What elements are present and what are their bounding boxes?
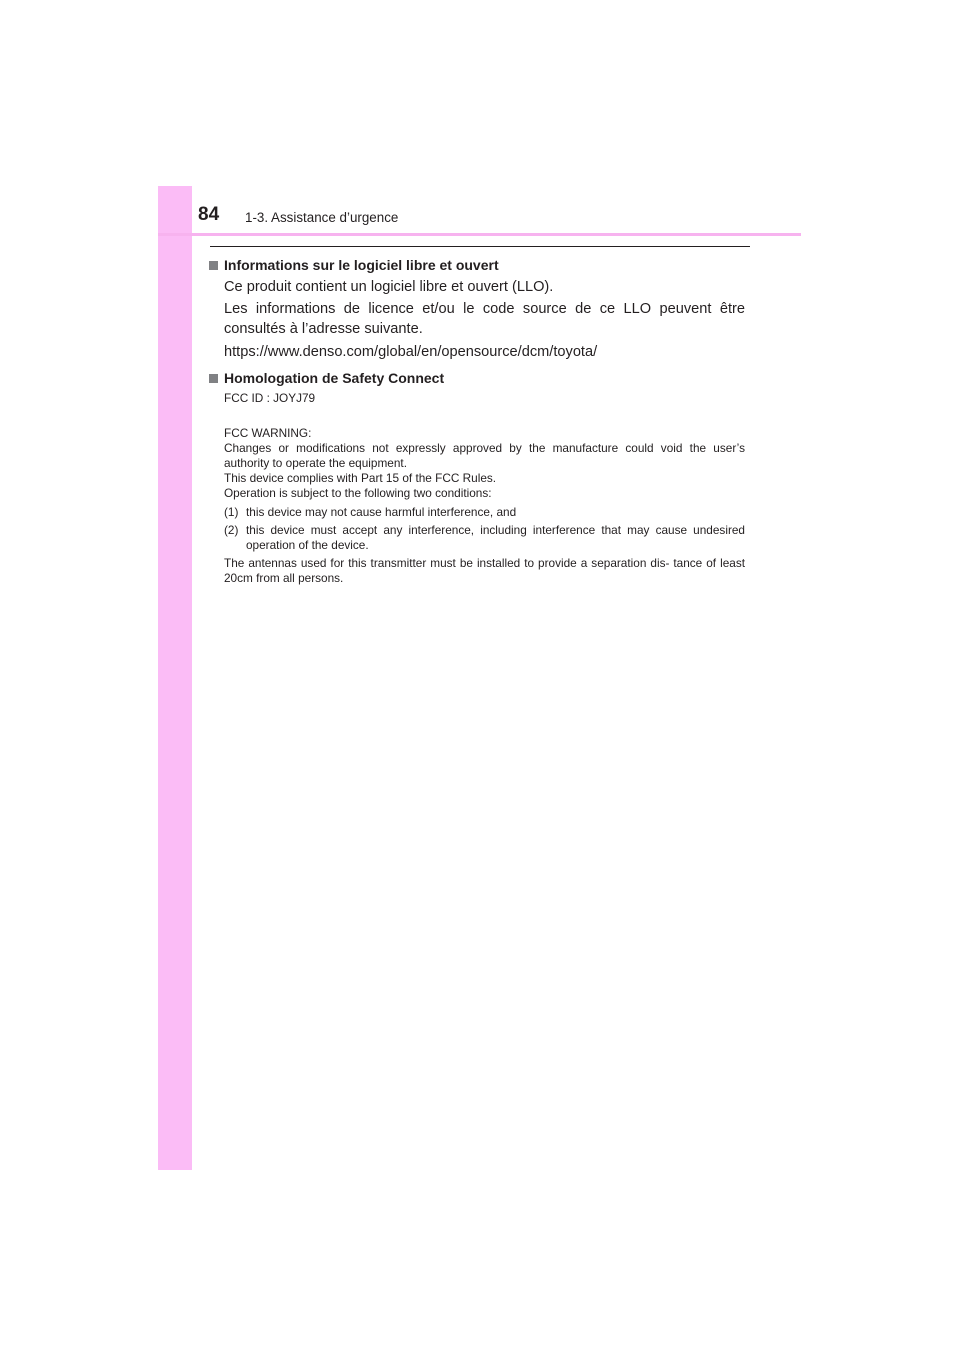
fcc-warning-text: Changes or modifications not expressly approved by the manufacture could void the user’s authority to operate the equipment.: [224, 441, 745, 470]
oss-paragraph-url: https://www.denso.com/global/en/opensource/dcm/toyota/: [224, 344, 598, 360]
fcc-warning-title: FCC WARNING:: [224, 426, 312, 440]
condition-item: [224, 523, 745, 553]
antenna-text: The antennas used for this transmitter must be installed to provide a separation dis- tance of least 20cm from all persons.: [224, 556, 745, 585]
section-rule: [210, 246, 750, 247]
section-title: 1-3. Assistance d’urgence: [245, 210, 399, 225]
square-bullet-icon: [209, 374, 218, 383]
condition-text: this device may not cause harmful interference, and: [246, 505, 517, 519]
condition-item: [224, 505, 745, 520]
condition-number: (2): [224, 523, 239, 537]
header-line: [158, 233, 801, 236]
page-number: 84: [198, 204, 220, 225]
condition-text: this device must accept any interference, including interference that may cause undesired operation of the device.: [246, 523, 745, 552]
fcc-id: FCC ID : JOYJ79: [224, 391, 316, 405]
oss-paragraph-2: Les informations de licence et/ou le code source de ce LLO peuvent être consultés à l’adresse suivante.: [224, 301, 745, 337]
square-bullet-icon: [209, 261, 218, 270]
oss-paragraph-1: Ce produit contient un logiciel libre et ouvert (LLO).: [224, 279, 554, 295]
fcc-operation-text: Operation is subject to the following two conditions:: [224, 486, 492, 500]
side-tab: [158, 186, 192, 1170]
page-content: [209, 254, 745, 586]
homologation-heading-text: Homologation de Safety Connect: [224, 370, 445, 386]
oss-heading: [209, 254, 745, 276]
condition-number: (1): [224, 505, 239, 519]
oss-heading-text: Informations sur le logiciel libre et ouvert: [224, 257, 499, 273]
homologation-heading: [209, 367, 745, 389]
fcc-complies-text: This device complies with Part 15 of the FCC Rules.: [224, 471, 497, 485]
